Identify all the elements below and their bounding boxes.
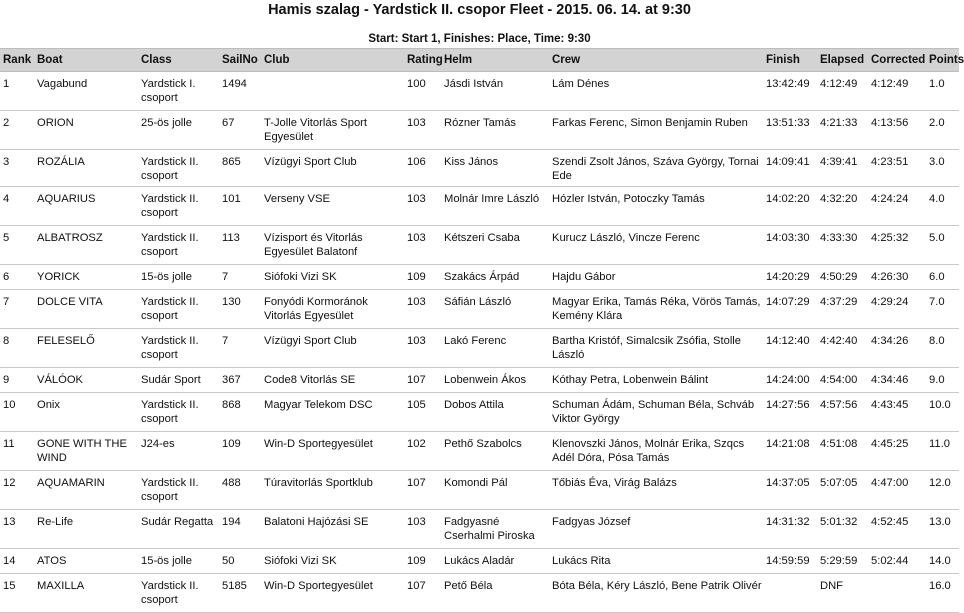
cell-elapsed: 4:33:30 xyxy=(817,226,868,265)
cell-points: 12.0 xyxy=(926,471,959,510)
cell-rating: 107 xyxy=(404,368,441,393)
cell-club: Balatoni Hajózási SE xyxy=(261,510,404,549)
page-title: Hamis szalag - Yardstick II. csopor Fleet - 2015. 06. 14. at 9:30 xyxy=(268,2,691,18)
cell-rating: 103 xyxy=(404,510,441,549)
cell-boat: Onix xyxy=(34,393,138,432)
cell-helm: Dobos Attila xyxy=(441,393,549,432)
cell-class: Yardstick II. csoport xyxy=(138,290,219,329)
cell-boat: AQUARIUS xyxy=(34,187,138,226)
cell-helm: Kétszeri Csaba xyxy=(441,226,549,265)
cell-finish: 14:31:32 xyxy=(763,510,817,549)
cell-rank: 10 xyxy=(0,393,34,432)
cell-rank: 2 xyxy=(0,111,34,150)
cell-crew: Bartha Kristóf, Simalcsik Zsófia, Stolle László xyxy=(549,329,763,368)
cell-elapsed: 4:54:00 xyxy=(817,368,868,393)
cell-crew: Kóthay Petra, Lobenwein Bálint xyxy=(549,368,763,393)
cell-corrected: 4:47:00 xyxy=(868,471,926,510)
cell-boat: AQUAMARIN xyxy=(34,471,138,510)
cell-boat: Re-Life xyxy=(34,510,138,549)
cell-points: 8.0 xyxy=(926,329,959,368)
table-row xyxy=(0,226,959,265)
cell-rating: 103 xyxy=(404,329,441,368)
cell-crew: Szendi Zsolt János, Száva György, Tornai Ede xyxy=(549,150,763,187)
cell-elapsed: 4:37:29 xyxy=(817,290,868,329)
table-row xyxy=(0,368,959,393)
cell-helm: Pethő Szabolcs xyxy=(441,432,549,471)
cell-rating: 106 xyxy=(404,150,441,187)
cell-sailno: 5185 xyxy=(219,574,261,613)
cell-boat: ORION xyxy=(34,111,138,150)
table-header-row xyxy=(0,49,959,72)
cell-boat: DOLCE VITA xyxy=(34,290,138,329)
cell-rating: 109 xyxy=(404,549,441,574)
cell-boat: ATOS xyxy=(34,549,138,574)
cell-crew: Bóta Béla, Kéry László, Bene Patrik Olivér xyxy=(549,574,763,613)
cell-crew: Lukács Rita xyxy=(549,549,763,574)
cell-boat: ALBATROSZ xyxy=(34,226,138,265)
cell-finish: 14:03:30 xyxy=(763,226,817,265)
cell-helm: Molnár Imre László xyxy=(441,187,549,226)
cell-sailno: 194 xyxy=(219,510,261,549)
cell-club: T-Jolle Vitorlás Sport Egyesület xyxy=(261,111,404,150)
cell-elapsed: 4:39:41 xyxy=(817,150,868,187)
cell-corrected: 4:52:45 xyxy=(868,510,926,549)
cell-boat: VÁLÓOK xyxy=(34,368,138,393)
cell-club: Túravitorlás Sportklub xyxy=(261,471,404,510)
results-table xyxy=(0,48,964,613)
cell-boat: GONE WITH THE WIND xyxy=(34,432,138,471)
cell-sailno: 113 xyxy=(219,226,261,265)
table-row xyxy=(0,111,959,150)
cell-club: Verseny VSE xyxy=(261,187,404,226)
table-row xyxy=(0,187,959,226)
cell-helm: Komondi Pál xyxy=(441,471,549,510)
cell-finish: 13:51:33 xyxy=(763,111,817,150)
cell-rank: 3 xyxy=(0,150,34,187)
cell-boat: Vagabund xyxy=(34,72,138,111)
cell-helm: Lobenwein Ákos xyxy=(441,368,549,393)
cell-corrected: 4:34:46 xyxy=(868,368,926,393)
cell-elapsed: 5:01:32 xyxy=(817,510,868,549)
cell-rating: 107 xyxy=(404,471,441,510)
col-sailno: SailNo xyxy=(219,49,261,72)
col-boat: Boat xyxy=(34,49,138,72)
cell-sailno: 865 xyxy=(219,150,261,187)
cell-rank: 6 xyxy=(0,265,34,290)
cell-sailno: 7 xyxy=(219,265,261,290)
cell-class: Yardstick II. csoport xyxy=(138,150,219,187)
cell-points: 16.0 xyxy=(926,574,959,613)
cell-corrected: 4:24:24 xyxy=(868,187,926,226)
cell-rank: 13 xyxy=(0,510,34,549)
cell-helm: Lukács Aladár xyxy=(441,549,549,574)
cell-rating: 103 xyxy=(404,290,441,329)
cell-points: 5.0 xyxy=(926,226,959,265)
table-row xyxy=(0,471,959,510)
cell-boat: ROZÁLIA xyxy=(34,150,138,187)
cell-finish: 14:59:59 xyxy=(763,549,817,574)
cell-class: Sudár Regatta xyxy=(138,510,219,549)
cell-crew: Magyar Erika, Tamás Réka, Vörös Tamás, Kemény Klára xyxy=(549,290,763,329)
col-helm: Helm xyxy=(441,49,549,72)
cell-rank: 12 xyxy=(0,471,34,510)
cell-finish: 14:12:40 xyxy=(763,329,817,368)
cell-class: Yardstick II. csoport xyxy=(138,226,219,265)
cell-points: 9.0 xyxy=(926,368,959,393)
table-row xyxy=(0,574,959,613)
cell-crew: Tőbiás Éva, Virág Balázs xyxy=(549,471,763,510)
cell-class: Yardstick II. csoport xyxy=(138,393,219,432)
race-info: Start: Start 1, Finishes: Place, Time: 9:30 xyxy=(368,33,591,45)
table-row xyxy=(0,510,959,549)
cell-club xyxy=(261,72,404,111)
cell-finish: 14:07:29 xyxy=(763,290,817,329)
cell-corrected: 4:13:56 xyxy=(868,111,926,150)
cell-class: Sudár Sport xyxy=(138,368,219,393)
cell-points: 13.0 xyxy=(926,510,959,549)
cell-class: Yardstick II. csoport xyxy=(138,471,219,510)
cell-sailno: 367 xyxy=(219,368,261,393)
cell-crew: Farkas Ferenc, Simon Benjamin Ruben xyxy=(549,111,763,150)
cell-elapsed: 5:29:59 xyxy=(817,549,868,574)
cell-helm: Pető Béla xyxy=(441,574,549,613)
cell-club: Vízisport és Vitorlás Egyesület Balatonf xyxy=(261,226,404,265)
cell-elapsed: 4:51:08 xyxy=(817,432,868,471)
table-row xyxy=(0,265,959,290)
cell-club: Win-D Sportegyesület xyxy=(261,574,404,613)
cell-club: Magyar Telekom DSC xyxy=(261,393,404,432)
cell-elapsed: 4:21:33 xyxy=(817,111,868,150)
cell-finish: 14:24:00 xyxy=(763,368,817,393)
cell-rank: 15 xyxy=(0,574,34,613)
cell-boat: MAXILLA xyxy=(34,574,138,613)
table-row xyxy=(0,72,959,111)
cell-club: Siófoki Vizi SK xyxy=(261,549,404,574)
cell-corrected: 4:26:30 xyxy=(868,265,926,290)
cell-finish xyxy=(763,574,817,613)
cell-sailno: 488 xyxy=(219,471,261,510)
cell-club: Win-D Sportegyesület xyxy=(261,432,404,471)
cell-corrected: 4:25:32 xyxy=(868,226,926,265)
cell-sailno: 1494 xyxy=(219,72,261,111)
cell-elapsed: 4:42:40 xyxy=(817,329,868,368)
cell-points: 10.0 xyxy=(926,393,959,432)
cell-rank: 1 xyxy=(0,72,34,111)
cell-rating: 103 xyxy=(404,226,441,265)
cell-rank: 5 xyxy=(0,226,34,265)
table-row xyxy=(0,549,959,574)
cell-helm: Jásdi István xyxy=(441,72,549,111)
table-row xyxy=(0,150,959,187)
cell-class: J24-es xyxy=(138,432,219,471)
cell-rating: 100 xyxy=(404,72,441,111)
cell-corrected: 5:02:44 xyxy=(868,549,926,574)
table-row xyxy=(0,432,959,471)
cell-points: 2.0 xyxy=(926,111,959,150)
cell-points: 11.0 xyxy=(926,432,959,471)
cell-corrected: 4:23:51 xyxy=(868,150,926,187)
cell-rating: 105 xyxy=(404,393,441,432)
cell-elapsed: 4:32:20 xyxy=(817,187,868,226)
col-corrected: Corrected xyxy=(868,49,926,72)
cell-rating: 103 xyxy=(404,187,441,226)
cell-points: 4.0 xyxy=(926,187,959,226)
cell-club: Vízügyi Sport Club xyxy=(261,150,404,187)
cell-rating: 102 xyxy=(404,432,441,471)
col-rating: Rating xyxy=(404,49,441,72)
cell-points: 7.0 xyxy=(926,290,959,329)
cell-class: 15-ös jolle xyxy=(138,549,219,574)
table-row xyxy=(0,329,959,368)
cell-helm: Fadgyasné Cserhalmi Piroska xyxy=(441,510,549,549)
cell-crew: Lám Dénes xyxy=(549,72,763,111)
cell-sailno: 101 xyxy=(219,187,261,226)
col-rank: Rank xyxy=(0,49,34,72)
cell-crew: Schuman Ádám, Schuman Béla, Schváb Viktor György xyxy=(549,393,763,432)
cell-corrected: 4:12:49 xyxy=(868,72,926,111)
cell-helm: Sáfián László xyxy=(441,290,549,329)
col-points: Points xyxy=(926,49,959,72)
cell-club: Code8 Vitorlás SE xyxy=(261,368,404,393)
cell-finish: 14:27:56 xyxy=(763,393,817,432)
cell-finish: 14:09:41 xyxy=(763,150,817,187)
cell-rating: 107 xyxy=(404,574,441,613)
cell-class: Yardstick II. csoport xyxy=(138,329,219,368)
cell-corrected: 4:29:24 xyxy=(868,290,926,329)
cell-rating: 109 xyxy=(404,265,441,290)
cell-elapsed: 4:50:29 xyxy=(817,265,868,290)
cell-finish: 13:42:49 xyxy=(763,72,817,111)
cell-points: 6.0 xyxy=(926,265,959,290)
table-row xyxy=(0,393,959,432)
cell-class: Yardstick II. csoport xyxy=(138,574,219,613)
col-crew: Crew xyxy=(549,49,763,72)
cell-rank: 8 xyxy=(0,329,34,368)
cell-finish: 14:20:29 xyxy=(763,265,817,290)
col-club: Club xyxy=(261,49,404,72)
cell-points: 1.0 xyxy=(926,72,959,111)
cell-rank: 7 xyxy=(0,290,34,329)
col-finish: Finish xyxy=(763,49,817,72)
cell-sailno: 109 xyxy=(219,432,261,471)
cell-crew: Hajdu Gábor xyxy=(549,265,763,290)
cell-corrected xyxy=(868,574,926,613)
cell-finish: 14:37:05 xyxy=(763,471,817,510)
cell-corrected: 4:34:26 xyxy=(868,329,926,368)
cell-points: 14.0 xyxy=(926,549,959,574)
cell-helm: Lakó Ferenc xyxy=(441,329,549,368)
cell-boat: YORICK xyxy=(34,265,138,290)
cell-crew: Hózler István, Potoczky Tamás xyxy=(549,187,763,226)
cell-sailno: 50 xyxy=(219,549,261,574)
cell-class: Yardstick I. csoport xyxy=(138,72,219,111)
cell-helm: Kiss János xyxy=(441,150,549,187)
cell-helm: Szakács Árpád xyxy=(441,265,549,290)
cell-corrected: 4:45:25 xyxy=(868,432,926,471)
cell-finish: 14:21:08 xyxy=(763,432,817,471)
cell-finish: 14:02:20 xyxy=(763,187,817,226)
cell-crew: Klenovszki János, Molnár Erika, Szqcs Adél Dóra, Pósa Tamás xyxy=(549,432,763,471)
cell-points: 3.0 xyxy=(926,150,959,187)
cell-elapsed: 4:12:49 xyxy=(817,72,868,111)
cell-rank: 14 xyxy=(0,549,34,574)
cell-elapsed: 5:07:05 xyxy=(817,471,868,510)
cell-rank: 11 xyxy=(0,432,34,471)
table-row xyxy=(0,290,959,329)
cell-class: Yardstick II. csoport xyxy=(138,187,219,226)
cell-club: Siófoki Vizi SK xyxy=(261,265,404,290)
cell-club: Fonyódi Kormoránok Vitorlás Egyesület xyxy=(261,290,404,329)
cell-helm: Rózner Tamás xyxy=(441,111,549,150)
cell-sailno: 868 xyxy=(219,393,261,432)
col-elapsed: Elapsed xyxy=(817,49,868,72)
cell-elapsed: DNF xyxy=(817,574,868,613)
cell-class: 15-ös jolle xyxy=(138,265,219,290)
cell-crew: Kurucz László, Vincze Ferenc xyxy=(549,226,763,265)
cell-sailno: 7 xyxy=(219,329,261,368)
cell-sailno: 67 xyxy=(219,111,261,150)
cell-sailno: 130 xyxy=(219,290,261,329)
col-class: Class xyxy=(138,49,219,72)
cell-crew: Fadgyas József xyxy=(549,510,763,549)
cell-class: 25-ös jolle xyxy=(138,111,219,150)
cell-rank: 4 xyxy=(0,187,34,226)
results-body xyxy=(0,72,959,613)
cell-boat: FELESELŐ xyxy=(34,329,138,368)
cell-corrected: 4:43:45 xyxy=(868,393,926,432)
cell-elapsed: 4:57:56 xyxy=(817,393,868,432)
cell-club: Vízügyi Sport Club xyxy=(261,329,404,368)
cell-rank: 9 xyxy=(0,368,34,393)
cell-rating: 103 xyxy=(404,111,441,150)
